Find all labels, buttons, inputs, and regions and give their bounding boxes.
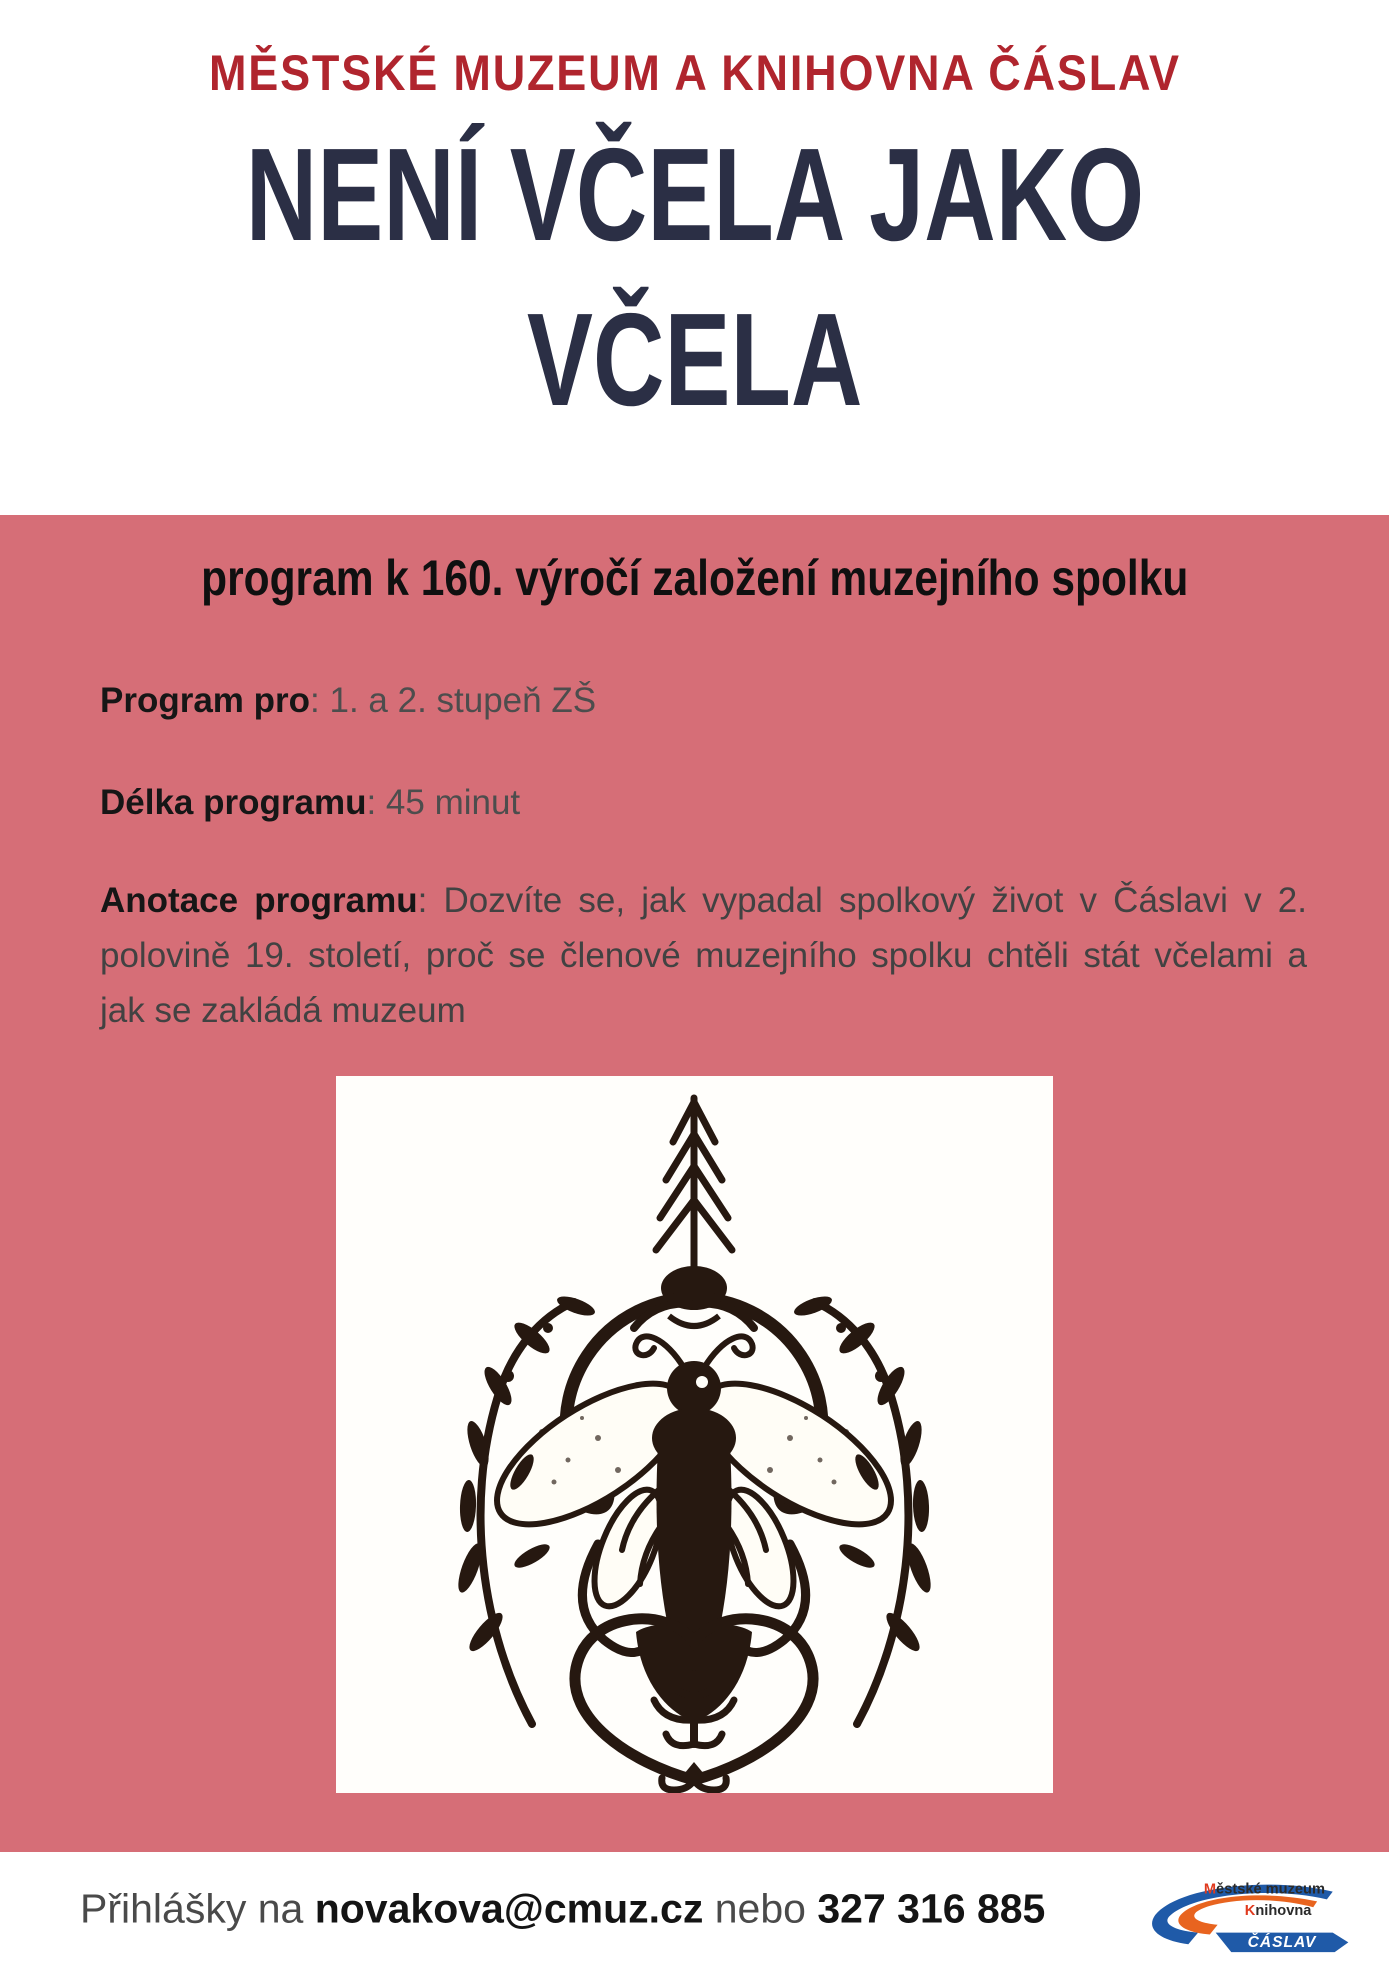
detail-program-pro [100, 681, 1305, 721]
detail-label: Program pro [100, 681, 311, 720]
contact-prefix: Přihlášky na [80, 1885, 315, 1931]
footer [0, 1852, 1389, 1965]
bee-emblem-drawing [336, 1076, 1053, 1793]
logo-line1: Městské muzeum [1203, 1881, 1326, 1898]
annotation-label: Anotace programu [100, 881, 418, 920]
poster-title-line1: NENÍ VČELA JAKO [245, 121, 1144, 268]
annotation-text: : Dozvíte se, jak vypadal spolkový život v Čáslavi v 2. polovině 19. století, proč se členové muzejního spolku chtěli stát včelami a jak se zakládá muzeum [100, 881, 1308, 1030]
poster-title [0, 112, 1389, 442]
contact-email: novakova@cmuz.cz [314, 1885, 704, 1931]
program-subtitle: program k 160. výročí založení muzejního spolku [200, 550, 1189, 606]
bee-emblem-image [336, 1076, 1053, 1793]
program-section [0, 515, 1389, 1852]
organization-name [0, 44, 1389, 102]
detail-value: : 1. a 2. stupeň ZŠ [310, 681, 597, 720]
contact-middle: nebo [703, 1885, 818, 1931]
detail-value: : 45 minut [366, 783, 521, 822]
detail-delka-programu [100, 783, 1305, 823]
detail-label: Délka programu [100, 783, 367, 822]
program-annotation [100, 873, 1307, 1038]
museum-logo-graphic [1135, 1876, 1349, 1956]
contact-phone: 327 316 885 [817, 1885, 1046, 1931]
logo-city: ČÁSLAV [1247, 1934, 1317, 1952]
museum-logo [1135, 1876, 1349, 1956]
organization-name-text: MĚSTSKÉ MUZEUM A KNIHOVNA ČÁSLAV [208, 45, 1181, 101]
poster-title-line2: VČELA [526, 286, 863, 433]
logo-line2: Knihovna [1244, 1903, 1312, 1920]
contact-line [80, 1885, 1045, 1932]
